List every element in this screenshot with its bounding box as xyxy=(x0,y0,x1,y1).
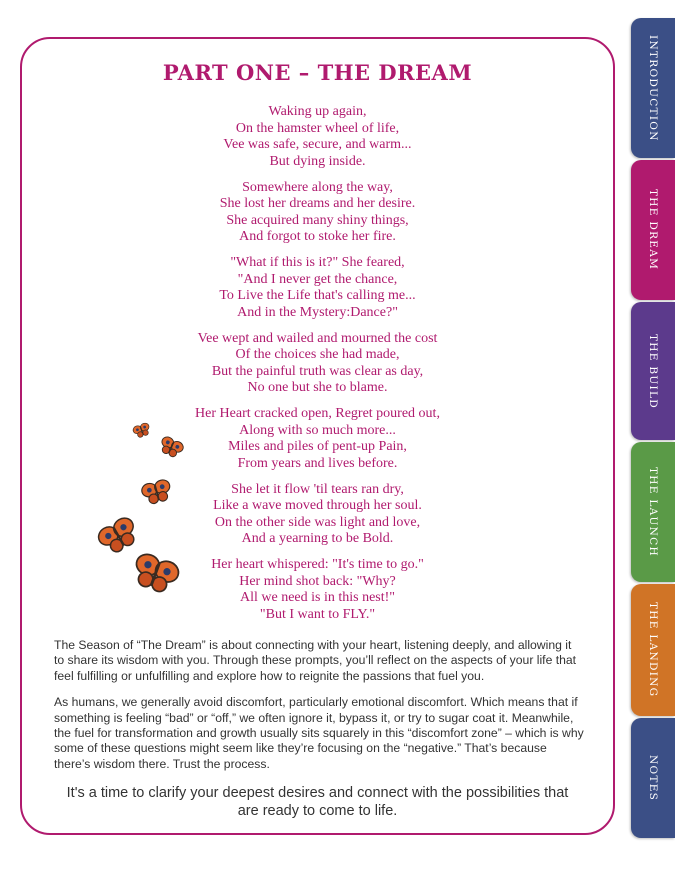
poem-line: And a yearning to be Bold. xyxy=(241,531,394,546)
paragraph: The Season of “The Dream” is about connecting with your heart, listening deeply, and allowing it to share its wisdom with you. Through these prompts, you’ll reflect on the aspects of your life that feel fulfilling or unfulfilling and explore how to reignite the passions that fuel you. xyxy=(54,638,577,683)
poem-line: Vee was safe, secure, and warm... xyxy=(223,137,412,152)
tab-the-launch[interactable] xyxy=(631,442,675,582)
poem-line: "But I want to FLY." xyxy=(259,606,376,622)
tab-label: THE DREAM xyxy=(647,189,659,271)
poem-line: Her heart whispered: "It's time to go." xyxy=(211,557,424,572)
tab-the-build[interactable] xyxy=(631,302,675,440)
tab-label: THE LAUNCH xyxy=(647,467,659,557)
poem-line: And in the Mystery:Dance?" xyxy=(237,304,398,320)
poem-line: "And I never get the chance, xyxy=(237,271,398,287)
tab-introduction[interactable] xyxy=(631,18,675,158)
poem-line: She acquired many shiny things, xyxy=(226,212,409,228)
tab-label: NOTES xyxy=(647,754,659,802)
closing-statement: It's a time to clarify your deepest desires and connect with the possibilities that are ready to come to life. xyxy=(66,785,569,819)
poem-line: Vee wept and wailed and mourned the cost xyxy=(197,330,438,346)
poem-line: On the hamster wheel of life, xyxy=(235,120,400,136)
body-text xyxy=(54,638,584,783)
poem-line: And forgot to stoke her fire. xyxy=(239,229,396,244)
butterfly-icon xyxy=(132,422,152,439)
poem-line: Along with so much more... xyxy=(239,422,396,438)
poem-line: Waking up again, xyxy=(268,104,367,119)
butterfly-icon xyxy=(95,515,141,558)
poem-line: But the painful truth was clear as day, xyxy=(211,363,424,379)
tab-label: THE BUILD xyxy=(647,333,659,409)
poem-line: To Live the Life that's calling me... xyxy=(219,288,416,303)
poem-line: "What if this is it?" She feared, xyxy=(230,255,405,270)
poem-stanza xyxy=(120,255,515,321)
poem-line: Miles and piles of pent-up Pain, xyxy=(228,439,407,454)
paragraph: As humans, we generally avoid discomfort, particularly emotional discomfort. Which means that if something is feeling “bad” or “off,” we often ignore it, bypass it, or try to sugar coat it. Meanwhile, the fuel for transformation and growth usually sits squarely in this “discomfort zone” – which is why some of these questions might seem like they’re focusing on the “negative.” That’s because there’s wisdom there. Trust the process. xyxy=(54,695,584,771)
poem-line: From years and lives before. xyxy=(237,455,398,471)
poem-stanza xyxy=(120,104,515,170)
tab-notes[interactable] xyxy=(631,718,675,838)
poem-line: Somewhere along the way, xyxy=(242,179,393,195)
poem-line: But dying inside. xyxy=(269,153,366,169)
poem-line: Her Heart cracked open, Regret poured out, xyxy=(195,406,440,421)
poem-stanza xyxy=(120,180,515,246)
tab-the-landing[interactable] xyxy=(631,584,675,716)
section-tabs xyxy=(631,18,675,838)
poem-line: She lost her dreams and her desire. xyxy=(219,196,416,211)
butterfly-icon xyxy=(130,551,182,596)
butterfly-icon xyxy=(158,435,185,459)
poem-line: On the other side was light and love, xyxy=(214,514,421,530)
tab-label: INTRODUCTION xyxy=(647,34,659,142)
poem-line: No one but she to blame. xyxy=(247,380,388,395)
poem-line: Of the choices she had made, xyxy=(235,347,400,362)
poem-line: She let it flow 'til tears ran dry, xyxy=(231,481,404,497)
butterflies-illustration xyxy=(95,415,190,610)
tab-the-dream[interactable] xyxy=(631,160,675,300)
page-title: PART ONE – THE DREAM xyxy=(162,60,473,85)
poem-stanza xyxy=(120,331,515,397)
butterfly-icon xyxy=(140,478,173,506)
poem-line: All we need is in this nest!" xyxy=(239,590,396,605)
poem-line: Like a wave moved through her soul. xyxy=(213,498,422,513)
tab-label: THE LANDING xyxy=(647,602,659,698)
poem-line: Her mind shot back: "Why? xyxy=(239,573,396,589)
